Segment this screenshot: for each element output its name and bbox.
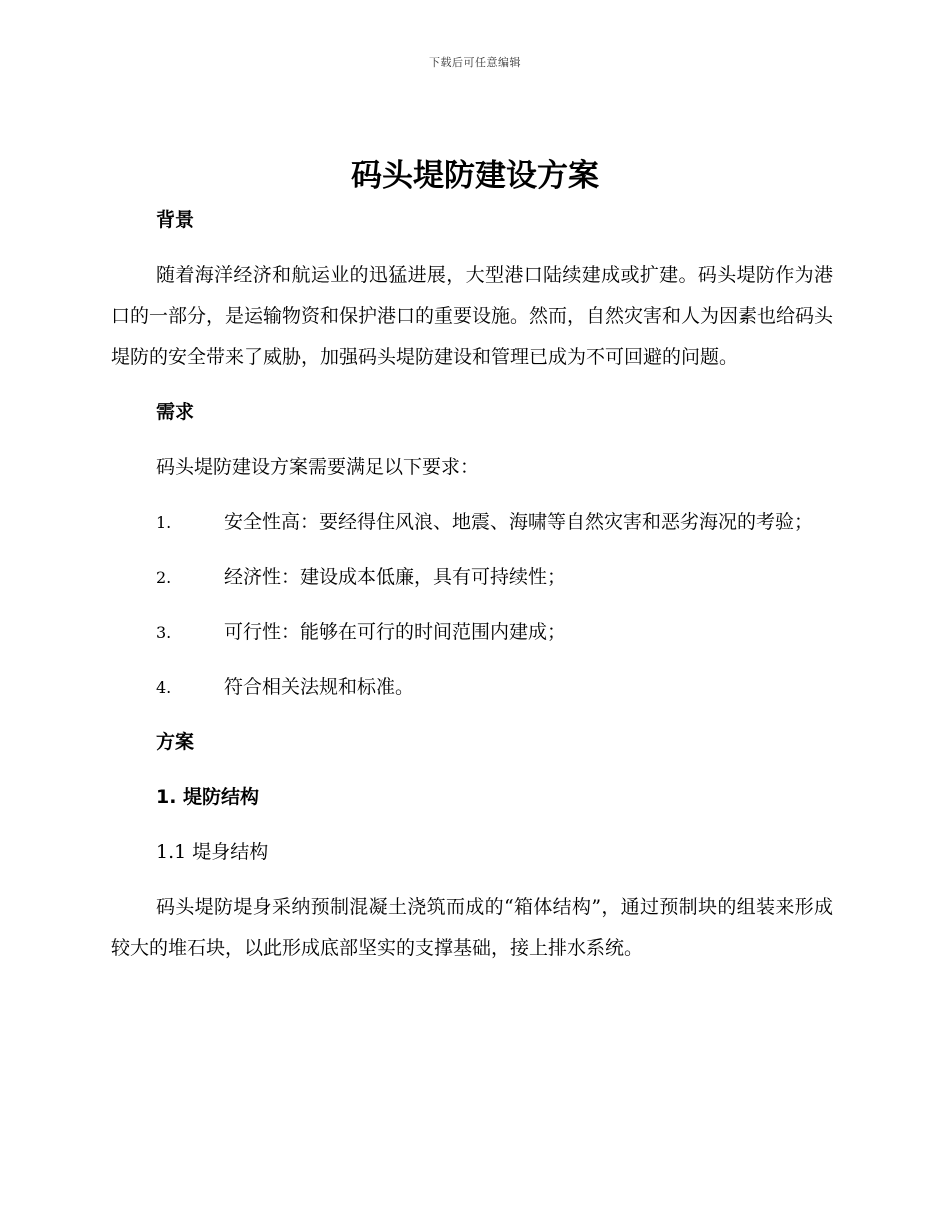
background-paragraph: 随着海洋经济和航运业的迅猛进展，大型港口陆续建成或扩建。码头堤防作为港口的一部分，是运输物资和保护港口的重要设施。然而，自然灾害和人为因素也给码头堤防的安全带来了威胁，加强码头堤防建设和管理已成为不可回避的问题。: [111, 264, 834, 368]
list-number: 3.: [156, 623, 172, 642]
list-item: [111, 557, 833, 598]
list-text: 经济性：建设成本低廉，具有可持续性；: [224, 566, 567, 588]
section-heading-background: 背景: [156, 209, 195, 231]
subsubsection-heading-body-structure: 1.1 堤身结构: [156, 841, 269, 863]
list-item: [111, 667, 833, 708]
body-structure-paragraph: 码头堤防堤身采纳预制混凝土浇筑而成的“箱体结构”，通过预制块的组装来形成较大的堆石块，以此形成底部坚实的支撑基础，接上排水系统。: [111, 896, 833, 959]
list-text: 安全性高：要经得住风浪、地震、海啸等自然灾害和恶劣海况的考验；: [224, 511, 814, 533]
section-heading-plan: 方案: [156, 731, 195, 753]
section-heading-requirements: 需求: [156, 401, 195, 423]
page-header: 下载后可任意编辑: [429, 56, 521, 69]
document-title: 码头堤防建设方案: [351, 158, 599, 194]
document-body: [111, 200, 833, 983]
list-item: [111, 612, 833, 653]
requirements-intro: 码头堤防建设方案需要满足以下要求：: [156, 456, 480, 478]
subsection-heading-structure: 1. 堤防结构: [156, 786, 260, 808]
list-text: 可行性：能够在可行的时间范围内建成；: [224, 621, 567, 643]
list-number: 1.: [156, 513, 172, 532]
list-item: [111, 502, 833, 543]
list-text: 符合相关法规和标准。: [224, 676, 415, 698]
list-number: 2.: [156, 568, 172, 587]
list-number: 4.: [156, 678, 172, 697]
